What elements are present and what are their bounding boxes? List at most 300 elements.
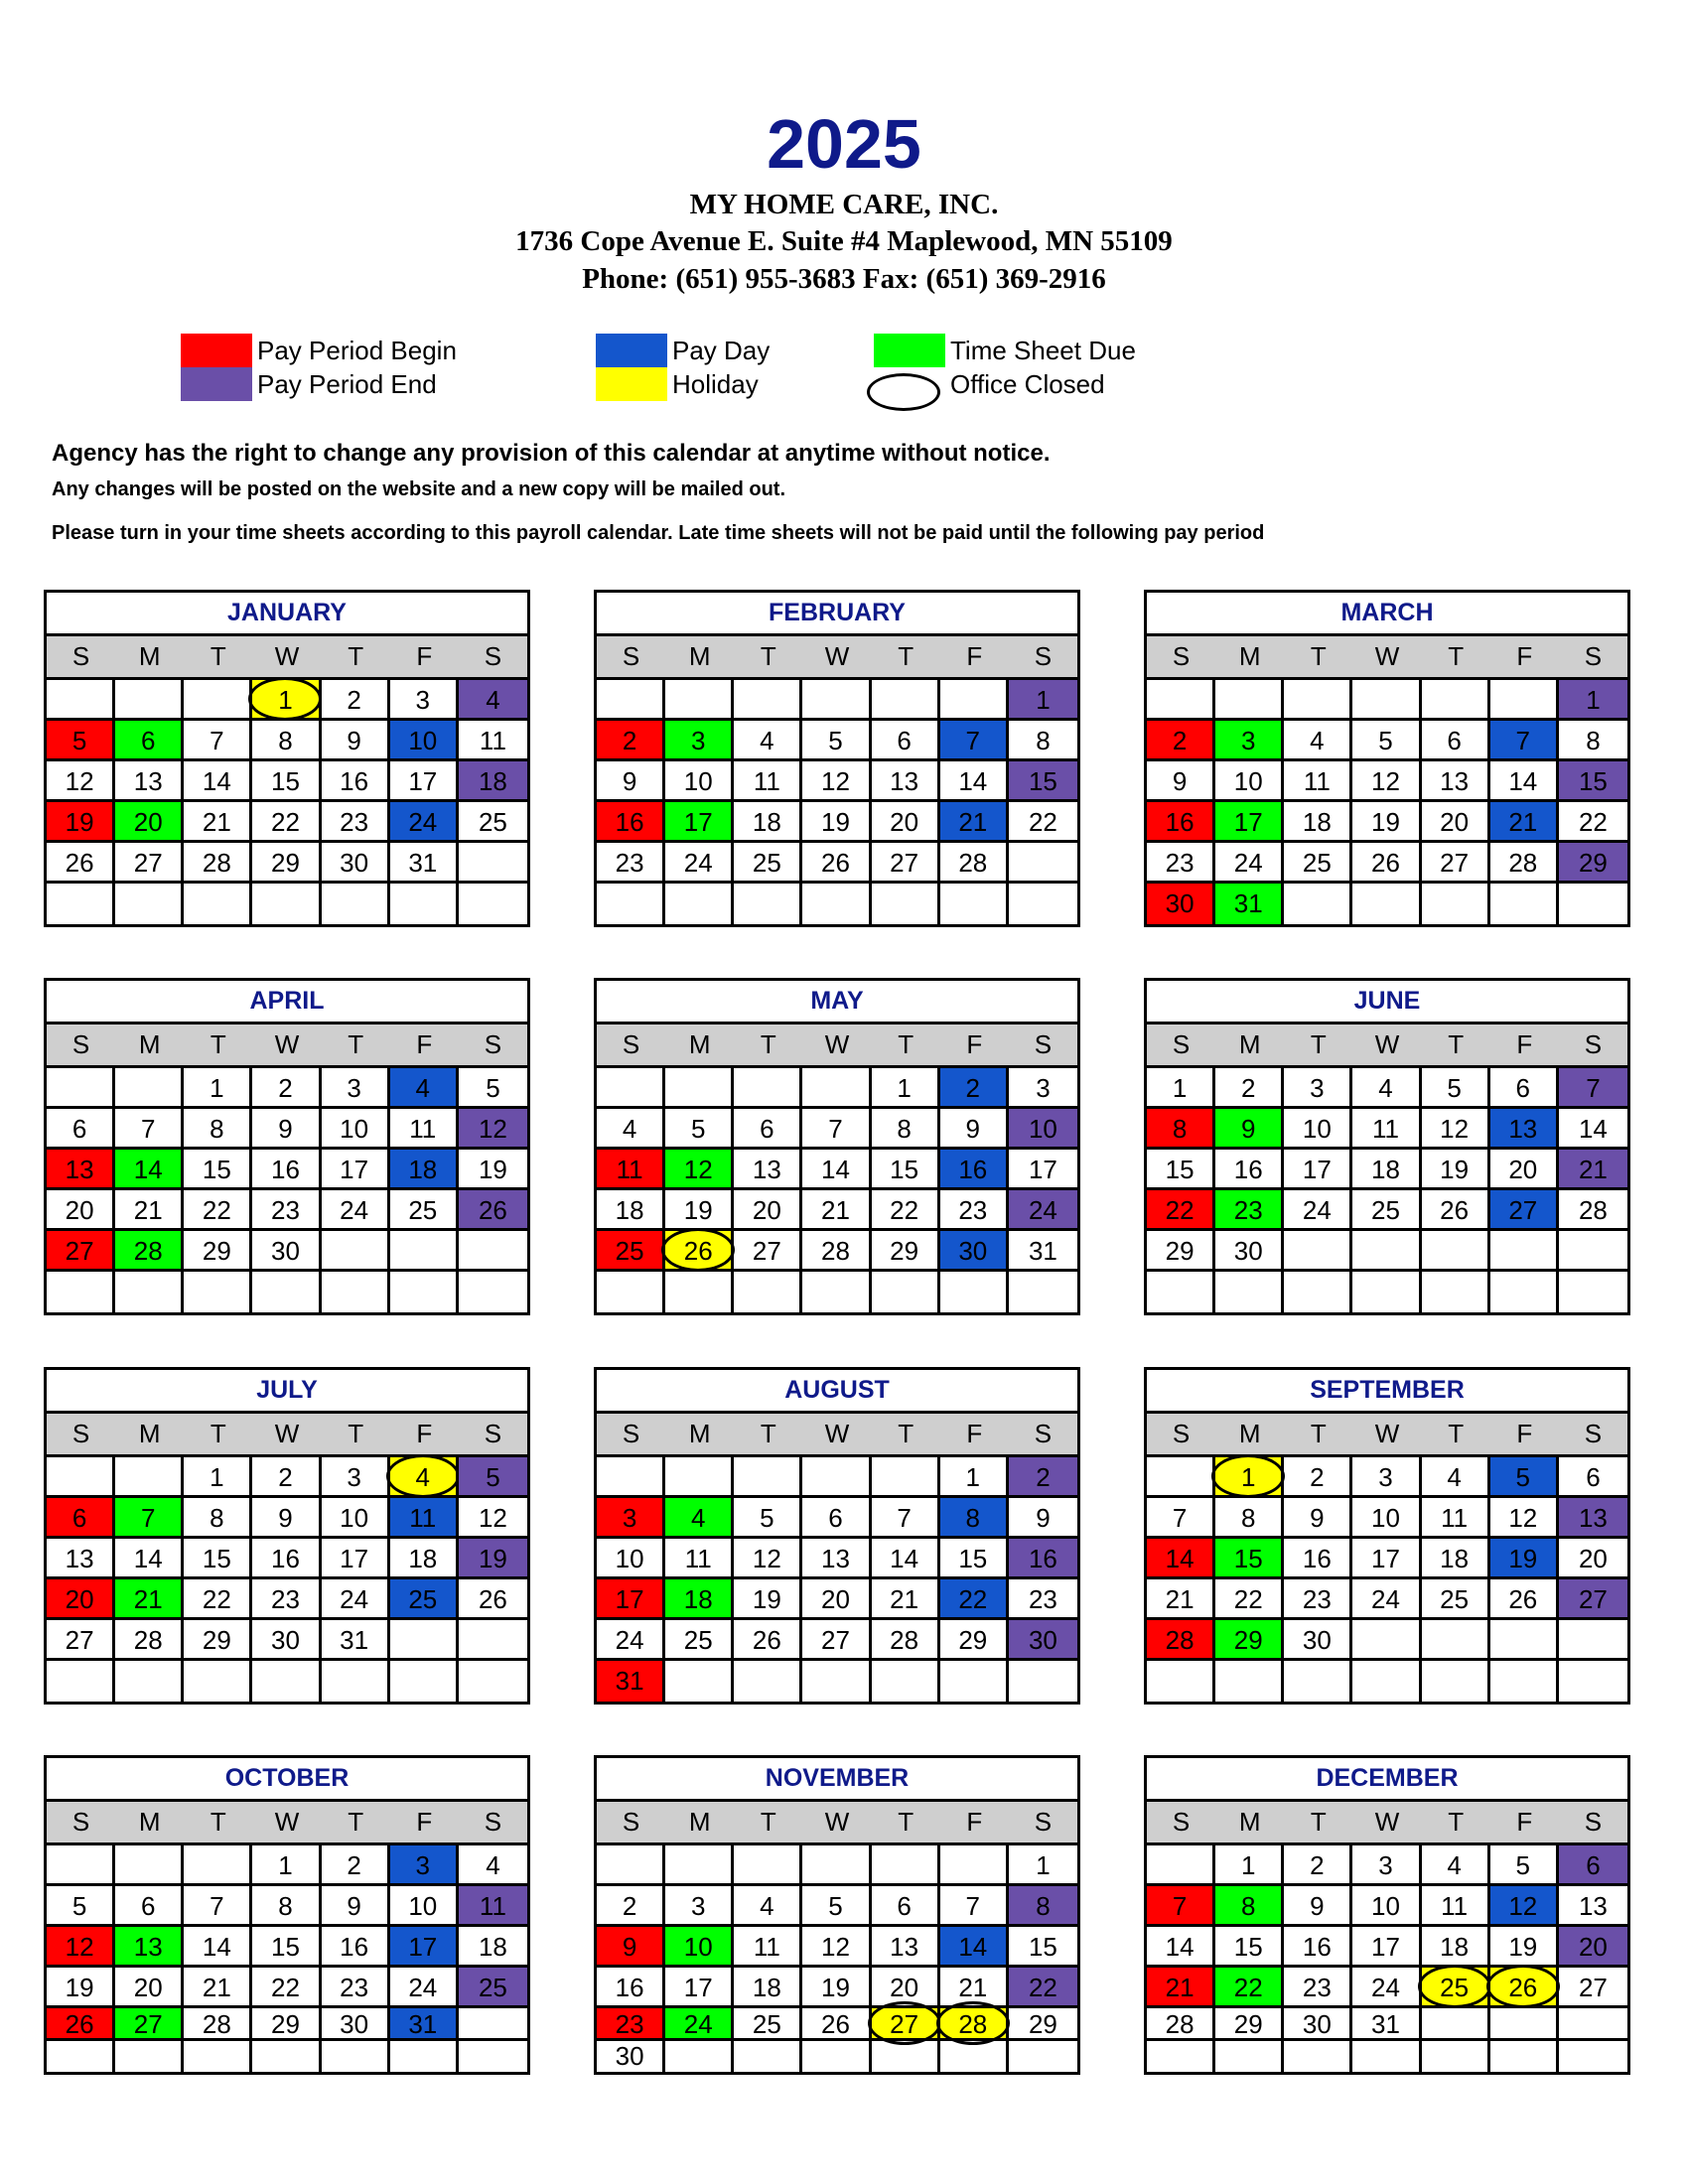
day-cell[interactable] xyxy=(184,721,252,761)
day-cell[interactable] xyxy=(252,1498,321,1539)
day-cell[interactable] xyxy=(872,1231,940,1272)
day-cell[interactable] xyxy=(47,1579,115,1620)
day-cell[interactable] xyxy=(47,1150,115,1190)
day-cell[interactable] xyxy=(1284,1927,1352,1968)
day-cell[interactable] xyxy=(115,1539,184,1579)
day-cell[interactable] xyxy=(252,843,321,884)
day-cell[interactable] xyxy=(1147,1886,1215,1927)
day-cell[interactable] xyxy=(47,1539,115,1579)
day-cell[interactable] xyxy=(1009,1231,1077,1272)
day-cell[interactable] xyxy=(1490,802,1559,843)
day-cell[interactable] xyxy=(665,1231,734,1272)
day-cell[interactable] xyxy=(47,1190,115,1231)
day-cell[interactable] xyxy=(252,1927,321,1968)
day-cell[interactable] xyxy=(1490,721,1559,761)
day-cell[interactable] xyxy=(459,1190,527,1231)
day-cell[interactable] xyxy=(1559,802,1627,843)
day-cell[interactable] xyxy=(1147,843,1215,884)
day-cell[interactable] xyxy=(252,1539,321,1579)
day-cell[interactable] xyxy=(665,2008,734,2041)
day-cell[interactable] xyxy=(252,1231,321,1272)
day-cell[interactable] xyxy=(872,1109,940,1150)
day-cell[interactable] xyxy=(872,721,940,761)
day-cell[interactable] xyxy=(1147,1190,1215,1231)
day-cell[interactable] xyxy=(115,802,184,843)
day-cell[interactable] xyxy=(252,1579,321,1620)
day-cell[interactable] xyxy=(1490,1190,1559,1231)
day-cell[interactable] xyxy=(1009,1968,1077,2008)
day-cell[interactable] xyxy=(1422,1886,1490,1927)
day-cell[interactable] xyxy=(1490,1579,1559,1620)
day-cell[interactable] xyxy=(1352,1457,1421,1498)
day-cell[interactable] xyxy=(940,1579,1009,1620)
day-cell[interactable] xyxy=(1215,1886,1284,1927)
day-cell[interactable] xyxy=(1215,1231,1284,1272)
day-cell[interactable] xyxy=(1147,802,1215,843)
day-cell[interactable] xyxy=(459,1845,527,1886)
day-cell[interactable] xyxy=(802,1539,871,1579)
day-cell[interactable] xyxy=(390,1457,459,1498)
day-cell[interactable] xyxy=(802,721,871,761)
day-cell[interactable] xyxy=(390,1068,459,1109)
day-cell[interactable] xyxy=(940,1498,1009,1539)
day-cell[interactable] xyxy=(940,721,1009,761)
day-cell[interactable] xyxy=(1215,1457,1284,1498)
day-cell[interactable] xyxy=(1147,1927,1215,1968)
day-cell[interactable] xyxy=(940,1968,1009,2008)
day-cell[interactable] xyxy=(1009,1539,1077,1579)
day-cell[interactable] xyxy=(184,843,252,884)
day-cell[interactable] xyxy=(115,761,184,802)
day-cell[interactable] xyxy=(252,2008,321,2041)
day-cell[interactable] xyxy=(872,843,940,884)
day-cell[interactable] xyxy=(597,1539,665,1579)
day-cell[interactable] xyxy=(1215,721,1284,761)
day-cell[interactable] xyxy=(802,1498,871,1539)
day-cell[interactable] xyxy=(665,843,734,884)
day-cell[interactable] xyxy=(1352,1579,1421,1620)
day-cell[interactable] xyxy=(1422,1579,1490,1620)
day-cell[interactable] xyxy=(597,1231,665,1272)
day-cell[interactable] xyxy=(940,1539,1009,1579)
day-cell[interactable] xyxy=(1352,1498,1421,1539)
day-cell[interactable] xyxy=(1284,1068,1352,1109)
day-cell[interactable] xyxy=(597,761,665,802)
day-cell[interactable] xyxy=(1009,1498,1077,1539)
day-cell[interactable] xyxy=(1147,1968,1215,2008)
day-cell[interactable] xyxy=(1422,761,1490,802)
day-cell[interactable] xyxy=(1009,1109,1077,1150)
day-cell[interactable] xyxy=(322,1968,390,2008)
day-cell[interactable] xyxy=(252,1109,321,1150)
day-cell[interactable] xyxy=(597,1620,665,1661)
day-cell[interactable] xyxy=(1422,1927,1490,1968)
day-cell[interactable] xyxy=(184,1109,252,1150)
day-cell[interactable] xyxy=(1215,1927,1284,1968)
day-cell[interactable] xyxy=(1284,1968,1352,2008)
day-cell[interactable] xyxy=(1352,1539,1421,1579)
day-cell[interactable] xyxy=(802,1886,871,1927)
day-cell[interactable] xyxy=(390,1109,459,1150)
day-cell[interactable] xyxy=(1284,721,1352,761)
day-cell[interactable] xyxy=(47,1620,115,1661)
day-cell[interactable] xyxy=(597,2008,665,2041)
day-cell[interactable] xyxy=(322,1620,390,1661)
day-cell[interactable] xyxy=(1490,1845,1559,1886)
day-cell[interactable] xyxy=(1490,1927,1559,1968)
day-cell[interactable] xyxy=(390,680,459,721)
day-cell[interactable] xyxy=(1559,1457,1627,1498)
day-cell[interactable] xyxy=(597,2041,665,2072)
day-cell[interactable] xyxy=(802,1968,871,2008)
day-cell[interactable] xyxy=(322,1579,390,1620)
day-cell[interactable] xyxy=(597,721,665,761)
day-cell[interactable] xyxy=(459,680,527,721)
day-cell[interactable] xyxy=(47,843,115,884)
day-cell[interactable] xyxy=(1009,1579,1077,1620)
day-cell[interactable] xyxy=(1559,680,1627,721)
day-cell[interactable] xyxy=(1009,1150,1077,1190)
day-cell[interactable] xyxy=(47,1231,115,1272)
day-cell[interactable] xyxy=(115,1927,184,1968)
day-cell[interactable] xyxy=(390,1968,459,2008)
day-cell[interactable] xyxy=(184,1498,252,1539)
day-cell[interactable] xyxy=(1147,761,1215,802)
day-cell[interactable] xyxy=(734,1968,802,2008)
day-cell[interactable] xyxy=(1147,721,1215,761)
day-cell[interactable] xyxy=(665,1927,734,1968)
day-cell[interactable] xyxy=(322,1927,390,1968)
day-cell[interactable] xyxy=(1352,1845,1421,1886)
day-cell[interactable] xyxy=(184,1539,252,1579)
day-cell[interactable] xyxy=(459,761,527,802)
day-cell[interactable] xyxy=(1147,1109,1215,1150)
day-cell[interactable] xyxy=(597,1968,665,2008)
day-cell[interactable] xyxy=(1215,843,1284,884)
day-cell[interactable] xyxy=(1215,1150,1284,1190)
day-cell[interactable] xyxy=(1215,1498,1284,1539)
day-cell[interactable] xyxy=(390,1927,459,1968)
day-cell[interactable] xyxy=(47,721,115,761)
day-cell[interactable] xyxy=(1490,1150,1559,1190)
day-cell[interactable] xyxy=(184,1068,252,1109)
day-cell[interactable] xyxy=(322,761,390,802)
day-cell[interactable] xyxy=(1009,1190,1077,1231)
day-cell[interactable] xyxy=(872,1620,940,1661)
day-cell[interactable] xyxy=(115,1190,184,1231)
day-cell[interactable] xyxy=(47,761,115,802)
day-cell[interactable] xyxy=(184,1231,252,1272)
day-cell[interactable] xyxy=(665,1109,734,1150)
day-cell[interactable] xyxy=(734,2008,802,2041)
day-cell[interactable] xyxy=(1284,1579,1352,1620)
day-cell[interactable] xyxy=(734,1579,802,1620)
day-cell[interactable] xyxy=(390,761,459,802)
day-cell[interactable] xyxy=(459,1886,527,1927)
day-cell[interactable] xyxy=(1559,721,1627,761)
day-cell[interactable] xyxy=(1215,1968,1284,2008)
day-cell[interactable] xyxy=(252,721,321,761)
day-cell[interactable] xyxy=(802,1150,871,1190)
day-cell[interactable] xyxy=(322,721,390,761)
day-cell[interactable] xyxy=(1490,1539,1559,1579)
day-cell[interactable] xyxy=(1009,721,1077,761)
day-cell[interactable] xyxy=(459,1068,527,1109)
day-cell[interactable] xyxy=(322,1150,390,1190)
day-cell[interactable] xyxy=(459,1109,527,1150)
day-cell[interactable] xyxy=(390,1498,459,1539)
day-cell[interactable] xyxy=(184,1620,252,1661)
day-cell[interactable] xyxy=(734,1190,802,1231)
day-cell[interactable] xyxy=(1009,1620,1077,1661)
day-cell[interactable] xyxy=(940,2008,1009,2041)
day-cell[interactable] xyxy=(665,721,734,761)
day-cell[interactable] xyxy=(597,843,665,884)
day-cell[interactable] xyxy=(459,802,527,843)
day-cell[interactable] xyxy=(665,1579,734,1620)
day-cell[interactable] xyxy=(940,802,1009,843)
day-cell[interactable] xyxy=(47,802,115,843)
day-cell[interactable] xyxy=(459,1968,527,2008)
day-cell[interactable] xyxy=(1352,761,1421,802)
day-cell[interactable] xyxy=(252,802,321,843)
day-cell[interactable] xyxy=(322,1539,390,1579)
day-cell[interactable] xyxy=(47,1968,115,2008)
day-cell[interactable] xyxy=(184,1150,252,1190)
day-cell[interactable] xyxy=(1559,843,1627,884)
day-cell[interactable] xyxy=(1559,1927,1627,1968)
day-cell[interactable] xyxy=(1009,802,1077,843)
day-cell[interactable] xyxy=(734,1150,802,1190)
day-cell[interactable] xyxy=(184,761,252,802)
day-cell[interactable] xyxy=(184,802,252,843)
day-cell[interactable] xyxy=(597,1661,665,1702)
day-cell[interactable] xyxy=(734,721,802,761)
day-cell[interactable] xyxy=(940,1886,1009,1927)
day-cell[interactable] xyxy=(459,1539,527,1579)
day-cell[interactable] xyxy=(184,1927,252,1968)
day-cell[interactable] xyxy=(872,1498,940,1539)
day-cell[interactable] xyxy=(872,802,940,843)
day-cell[interactable] xyxy=(1559,1579,1627,1620)
day-cell[interactable] xyxy=(1422,802,1490,843)
day-cell[interactable] xyxy=(1490,1498,1559,1539)
day-cell[interactable] xyxy=(872,1886,940,1927)
day-cell[interactable] xyxy=(1490,1068,1559,1109)
day-cell[interactable] xyxy=(1215,1620,1284,1661)
day-cell[interactable] xyxy=(322,680,390,721)
day-cell[interactable] xyxy=(872,1579,940,1620)
day-cell[interactable] xyxy=(1559,1498,1627,1539)
day-cell[interactable] xyxy=(1215,884,1284,924)
day-cell[interactable] xyxy=(597,1498,665,1539)
day-cell[interactable] xyxy=(1422,1968,1490,2008)
day-cell[interactable] xyxy=(252,680,321,721)
day-cell[interactable] xyxy=(802,1620,871,1661)
day-cell[interactable] xyxy=(390,721,459,761)
day-cell[interactable] xyxy=(665,802,734,843)
day-cell[interactable] xyxy=(1284,1886,1352,1927)
day-cell[interactable] xyxy=(1352,1068,1421,1109)
day-cell[interactable] xyxy=(665,1539,734,1579)
day-cell[interactable] xyxy=(665,1190,734,1231)
day-cell[interactable] xyxy=(115,1231,184,1272)
day-cell[interactable] xyxy=(1009,1927,1077,1968)
day-cell[interactable] xyxy=(252,1457,321,1498)
day-cell[interactable] xyxy=(1422,1498,1490,1539)
day-cell[interactable] xyxy=(802,1190,871,1231)
day-cell[interactable] xyxy=(322,1068,390,1109)
day-cell[interactable] xyxy=(1352,1968,1421,2008)
day-cell[interactable] xyxy=(802,1579,871,1620)
day-cell[interactable] xyxy=(1215,1845,1284,1886)
day-cell[interactable] xyxy=(47,1498,115,1539)
day-cell[interactable] xyxy=(1284,802,1352,843)
day-cell[interactable] xyxy=(184,1886,252,1927)
day-cell[interactable] xyxy=(1352,721,1421,761)
day-cell[interactable] xyxy=(872,2008,940,2041)
day-cell[interactable] xyxy=(1490,761,1559,802)
day-cell[interactable] xyxy=(940,1190,1009,1231)
day-cell[interactable] xyxy=(1352,1886,1421,1927)
day-cell[interactable] xyxy=(940,1457,1009,1498)
day-cell[interactable] xyxy=(1422,1457,1490,1498)
day-cell[interactable] xyxy=(802,843,871,884)
day-cell[interactable] xyxy=(1559,1150,1627,1190)
day-cell[interactable] xyxy=(1147,1498,1215,1539)
day-cell[interactable] xyxy=(1559,1845,1627,1886)
day-cell[interactable] xyxy=(459,721,527,761)
day-cell[interactable] xyxy=(734,761,802,802)
day-cell[interactable] xyxy=(184,2008,252,2041)
day-cell[interactable] xyxy=(252,1620,321,1661)
day-cell[interactable] xyxy=(665,761,734,802)
day-cell[interactable] xyxy=(1009,761,1077,802)
day-cell[interactable] xyxy=(1009,1457,1077,1498)
day-cell[interactable] xyxy=(252,1150,321,1190)
day-cell[interactable] xyxy=(115,721,184,761)
day-cell[interactable] xyxy=(734,1620,802,1661)
day-cell[interactable] xyxy=(597,802,665,843)
day-cell[interactable] xyxy=(459,1150,527,1190)
day-cell[interactable] xyxy=(1490,1457,1559,1498)
day-cell[interactable] xyxy=(322,1886,390,1927)
day-cell[interactable] xyxy=(390,1190,459,1231)
day-cell[interactable] xyxy=(459,1927,527,1968)
day-cell[interactable] xyxy=(1490,1968,1559,2008)
day-cell[interactable] xyxy=(390,1539,459,1579)
day-cell[interactable] xyxy=(115,1886,184,1927)
day-cell[interactable] xyxy=(184,1579,252,1620)
day-cell[interactable] xyxy=(1559,1190,1627,1231)
day-cell[interactable] xyxy=(252,1886,321,1927)
day-cell[interactable] xyxy=(390,1845,459,1886)
day-cell[interactable] xyxy=(1490,1886,1559,1927)
day-cell[interactable] xyxy=(322,1109,390,1150)
day-cell[interactable] xyxy=(940,1109,1009,1150)
day-cell[interactable] xyxy=(1559,1539,1627,1579)
day-cell[interactable] xyxy=(1352,1109,1421,1150)
day-cell[interactable] xyxy=(734,1498,802,1539)
day-cell[interactable] xyxy=(390,1579,459,1620)
day-cell[interactable] xyxy=(1147,1068,1215,1109)
day-cell[interactable] xyxy=(940,1620,1009,1661)
day-cell[interactable] xyxy=(1352,2008,1421,2041)
day-cell[interactable] xyxy=(115,1968,184,2008)
day-cell[interactable] xyxy=(115,1620,184,1661)
day-cell[interactable] xyxy=(872,761,940,802)
day-cell[interactable] xyxy=(872,1927,940,1968)
day-cell[interactable] xyxy=(1422,1539,1490,1579)
day-cell[interactable] xyxy=(802,802,871,843)
day-cell[interactable] xyxy=(322,802,390,843)
day-cell[interactable] xyxy=(1284,2008,1352,2041)
day-cell[interactable] xyxy=(115,1109,184,1150)
day-cell[interactable] xyxy=(115,1150,184,1190)
day-cell[interactable] xyxy=(1215,1579,1284,1620)
day-cell[interactable] xyxy=(597,1190,665,1231)
day-cell[interactable] xyxy=(1284,1539,1352,1579)
day-cell[interactable] xyxy=(184,1190,252,1231)
day-cell[interactable] xyxy=(1284,1190,1352,1231)
day-cell[interactable] xyxy=(1422,721,1490,761)
day-cell[interactable] xyxy=(1009,680,1077,721)
day-cell[interactable] xyxy=(665,1498,734,1539)
day-cell[interactable] xyxy=(1147,2008,1215,2041)
day-cell[interactable] xyxy=(1215,1190,1284,1231)
day-cell[interactable] xyxy=(734,843,802,884)
day-cell[interactable] xyxy=(734,1231,802,1272)
day-cell[interactable] xyxy=(597,1150,665,1190)
day-cell[interactable] xyxy=(802,1109,871,1150)
day-cell[interactable] xyxy=(597,1886,665,1927)
day-cell[interactable] xyxy=(665,1968,734,2008)
day-cell[interactable] xyxy=(322,1190,390,1231)
day-cell[interactable] xyxy=(1422,1068,1490,1109)
day-cell[interactable] xyxy=(47,1886,115,1927)
day-cell[interactable] xyxy=(1422,843,1490,884)
day-cell[interactable] xyxy=(322,1498,390,1539)
day-cell[interactable] xyxy=(872,1539,940,1579)
day-cell[interactable] xyxy=(390,2008,459,2041)
day-cell[interactable] xyxy=(872,1150,940,1190)
day-cell[interactable] xyxy=(1284,1457,1352,1498)
day-cell[interactable] xyxy=(665,1150,734,1190)
day-cell[interactable] xyxy=(390,843,459,884)
day-cell[interactable] xyxy=(734,1886,802,1927)
day-cell[interactable] xyxy=(1422,1190,1490,1231)
day-cell[interactable] xyxy=(1147,884,1215,924)
day-cell[interactable] xyxy=(1559,1109,1627,1150)
day-cell[interactable] xyxy=(1009,2008,1077,2041)
day-cell[interactable] xyxy=(1147,1231,1215,1272)
day-cell[interactable] xyxy=(1559,761,1627,802)
day-cell[interactable] xyxy=(1147,1150,1215,1190)
day-cell[interactable] xyxy=(872,1068,940,1109)
day-cell[interactable] xyxy=(1147,1620,1215,1661)
day-cell[interactable] xyxy=(1490,1109,1559,1150)
day-cell[interactable] xyxy=(390,1150,459,1190)
day-cell[interactable] xyxy=(1009,1068,1077,1109)
day-cell[interactable] xyxy=(1284,1150,1352,1190)
day-cell[interactable] xyxy=(252,1068,321,1109)
day-cell[interactable] xyxy=(1215,1068,1284,1109)
day-cell[interactable] xyxy=(1284,1620,1352,1661)
day-cell[interactable] xyxy=(802,761,871,802)
day-cell[interactable] xyxy=(802,2008,871,2041)
day-cell[interactable] xyxy=(252,1845,321,1886)
day-cell[interactable] xyxy=(1009,1886,1077,1927)
